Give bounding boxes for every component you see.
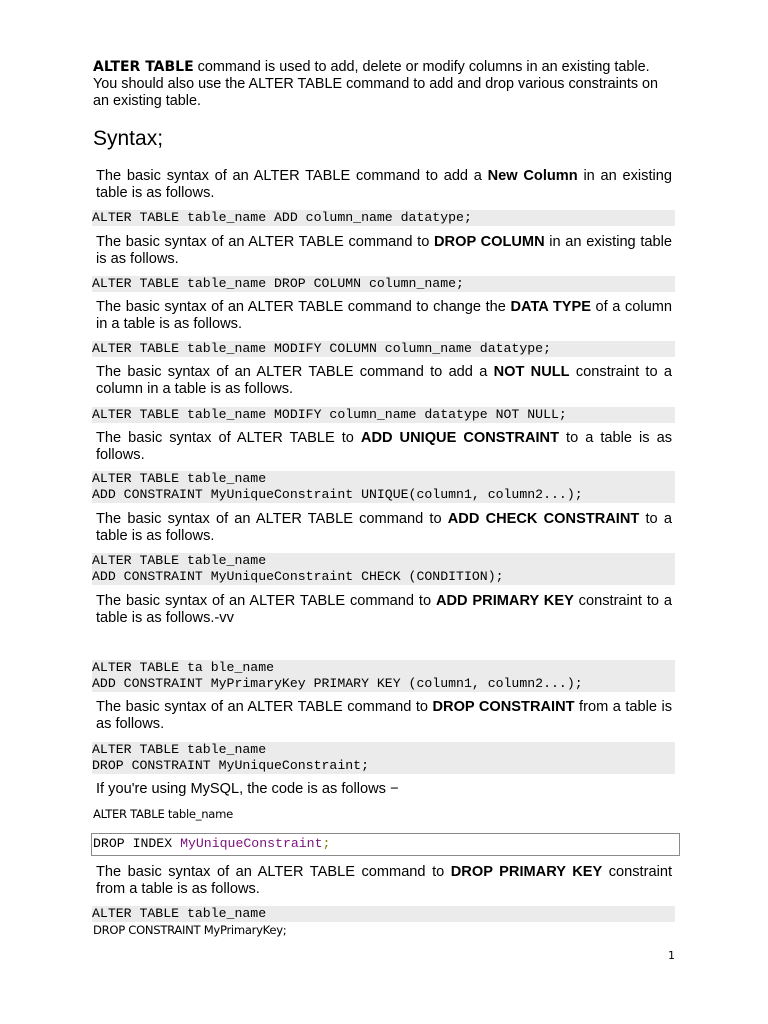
description-keyword: NOT NULL xyxy=(493,364,570,380)
description-text: The basic syntax of an ALTER TABLE command to add a xyxy=(96,364,494,380)
code-block-not-null: ALTER TABLE table_name MODIFY column_name datatype NOT NULL; xyxy=(92,407,675,423)
description-text: The basic syntax of an ALTER TABLE command to xyxy=(96,511,448,527)
code-block-check-constraint: ALTER TABLE table_name ADD CONSTRAINT MyUniqueConstraint CHECK (CONDITION); xyxy=(92,553,675,585)
description-text: The basic syntax of an ALTER TABLE command to xyxy=(96,864,451,880)
description-keyword: DROP COLUMN xyxy=(434,234,545,250)
description-text: constraint from a table is as follows. xyxy=(96,864,672,897)
syntax-description-drop-column xyxy=(96,234,672,268)
code-line-drop-primary-key: DROP CONSTRAINT MyPrimaryKey; xyxy=(93,923,287,937)
description-text: in an existing table is as follows. xyxy=(96,168,672,201)
description-text: The basic syntax of ALTER TABLE to xyxy=(96,430,361,446)
syntax-description-primary-key xyxy=(96,593,672,627)
mysql-note: If you're using MySQL, the code is as follows − xyxy=(96,781,399,797)
code-keyword: DROP INDEX xyxy=(93,836,181,851)
description-text: The basic syntax of an ALTER TABLE command to xyxy=(96,699,433,715)
description-text: to a table is as follows. xyxy=(96,430,673,463)
page-number: 1 xyxy=(668,949,675,962)
description-text: The basic syntax of an ALTER TABLE command to add a xyxy=(96,168,488,184)
code-block-unique-constraint: ALTER TABLE table_name ADD CONSTRAINT MyUniqueConstraint UNIQUE(column1, column2...); xyxy=(92,471,675,503)
intro-text: command is used to add, delete or modify columns in an existing table. You should also use the ALTER TABLE command to add and drop various constraints on an existing table. xyxy=(93,59,659,109)
mysql-code-line: ALTER TABLE table_name xyxy=(93,807,233,821)
syntax-description-drop-constraint xyxy=(96,699,672,733)
code-identifier: MyUniqueConstraint xyxy=(180,836,323,851)
code-block-drop-index xyxy=(91,833,680,856)
code-punctuation: ; xyxy=(322,836,331,851)
code-block-drop-column: ALTER TABLE table_name DROP COLUMN column_name; xyxy=(92,276,675,292)
code-block-add-column: ALTER TABLE table_name ADD column_name datatype; xyxy=(92,210,675,226)
syntax-description-data-type xyxy=(96,299,672,333)
code-block-primary-key: ALTER TABLE ta ble_name ADD CONSTRAINT MyPrimaryKey PRIMARY KEY (column1, column2...); xyxy=(92,660,675,692)
syntax-heading: Syntax; xyxy=(93,127,164,150)
description-text: in an existing table is as follows. xyxy=(96,234,672,267)
code-block-modify-column: ALTER TABLE table_name MODIFY COLUMN column_name datatype; xyxy=(92,341,675,357)
description-text: The basic syntax of an ALTER TABLE command to xyxy=(96,234,435,250)
code-block-drop-constraint: ALTER TABLE table_name DROP CONSTRAINT MyUniqueConstraint; xyxy=(92,742,675,774)
description-keyword: DROP PRIMARY KEY xyxy=(450,864,603,880)
syntax-description-drop-primary-key xyxy=(96,864,672,898)
syntax-description-not-null xyxy=(96,364,672,398)
syntax-description-unique-constraint xyxy=(96,430,672,464)
description-keyword: ADD CHECK CONSTRAINT xyxy=(447,511,640,527)
description-text: of a column in a table is as follows. xyxy=(96,299,672,332)
code-block-drop-primary-key: ALTER TABLE table_name xyxy=(92,906,675,922)
description-text: from a table is as follows. xyxy=(96,699,672,732)
description-text: constraint to a table is as follows.-vv xyxy=(96,593,672,626)
syntax-description-check-constraint xyxy=(96,511,672,545)
description-keyword: DATA TYPE xyxy=(510,299,591,315)
description-text: The basic syntax of an ALTER TABLE command to xyxy=(96,593,436,609)
intro-bold-term: ALTER TABLE xyxy=(93,59,194,75)
intro-paragraph xyxy=(93,59,673,110)
description-text: The basic syntax of an ALTER TABLE command to change the xyxy=(96,299,511,315)
description-keyword: New Column xyxy=(487,168,578,184)
description-keyword: ADD UNIQUE CONSTRAINT xyxy=(360,430,560,446)
description-text: constraint to a column in a table is as follows. xyxy=(96,364,672,397)
description-keyword: ADD PRIMARY KEY xyxy=(435,593,574,609)
description-text: to a table is as follows. xyxy=(96,511,672,544)
description-keyword: DROP CONSTRAINT xyxy=(432,699,575,715)
syntax-description-add-column xyxy=(96,168,672,202)
